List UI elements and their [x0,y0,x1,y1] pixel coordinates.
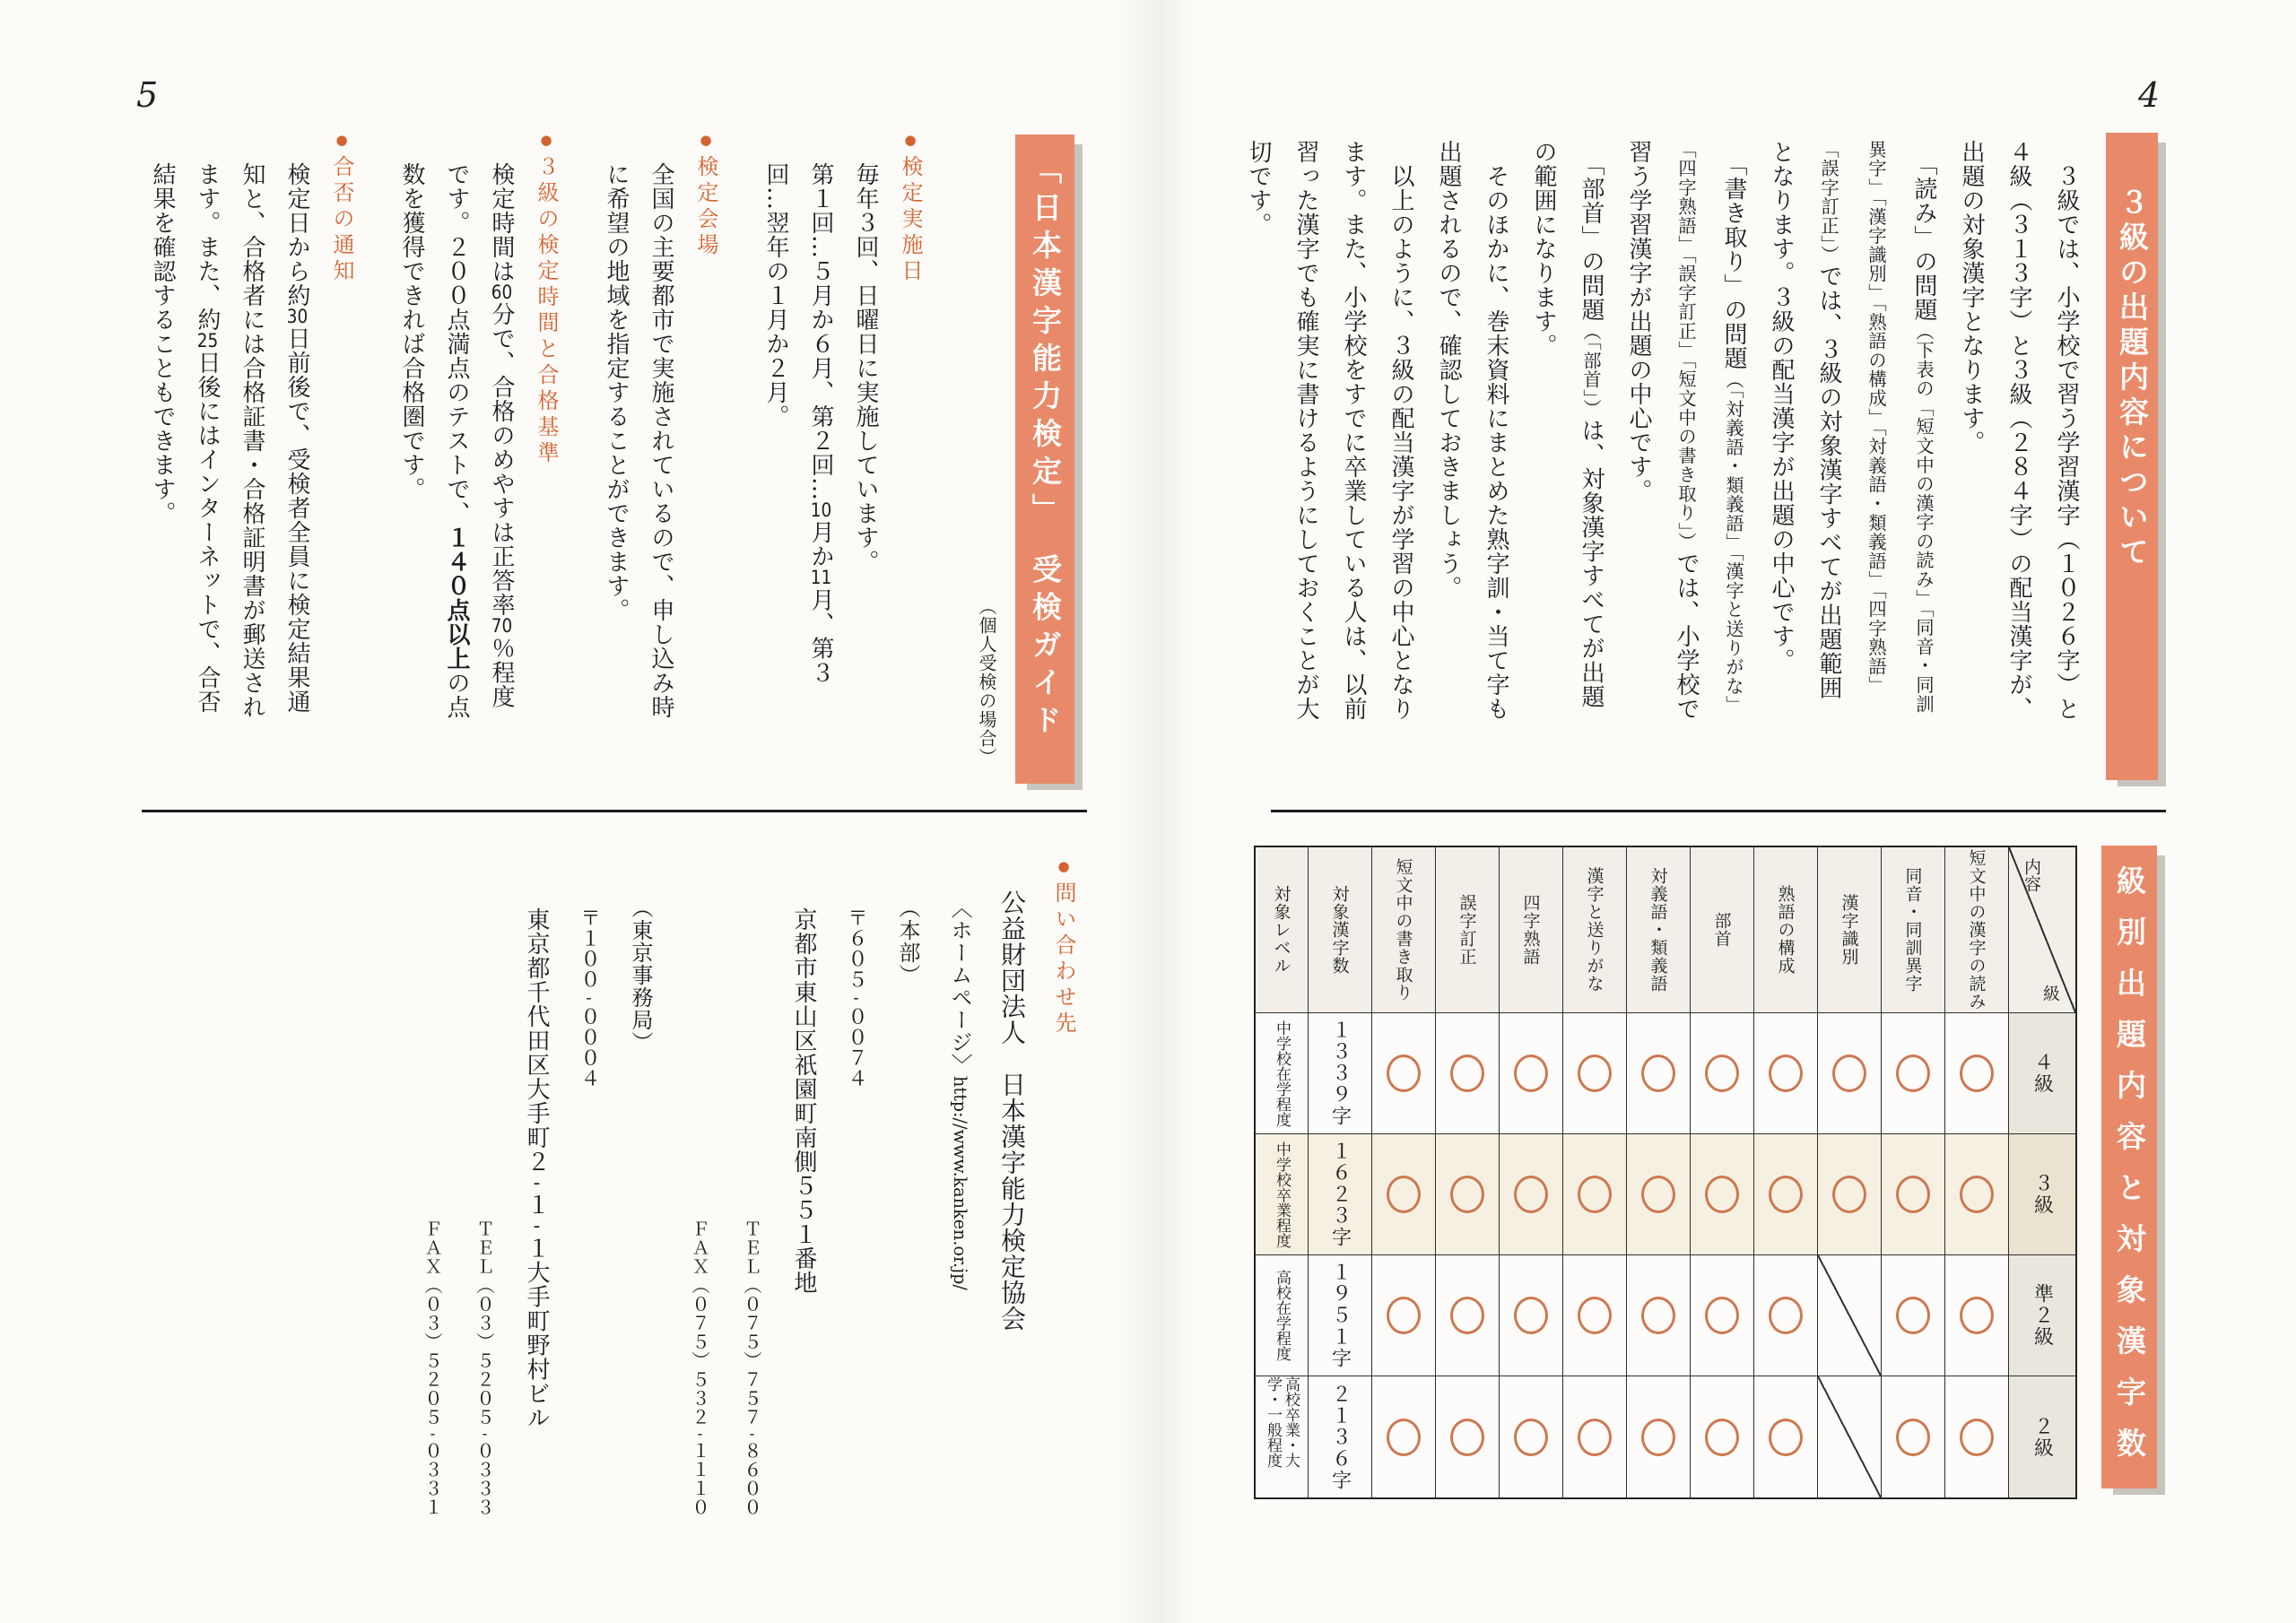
tokyo-office-postal [562,852,614,1533]
circle-mark-icon [1960,1055,1994,1092]
circle-mark-icon [1705,1176,1739,1213]
text-run: 検定時間は [488,162,515,283]
table-corner-cell [2009,847,2075,1013]
text-run: 月か [807,520,834,569]
section-body [753,132,888,724]
circle-mark-icon [1769,1419,1803,1456]
header-label: 漢字と送りがな [1584,867,1605,993]
bullet-icon: ● [334,132,350,155]
table-header-content [1563,847,1627,1013]
count-cell [1309,1376,1372,1497]
mark-cell [1563,1013,1627,1134]
tcy-number: 25 [196,332,219,352]
tcy-number: 70 [491,617,513,637]
text-run: 検定日から約 [283,162,310,308]
bullet-icon: ● [538,132,554,155]
table-header-count [1309,847,1372,1013]
mark-cell [1754,1134,1818,1255]
text-run: 分で、合格のめやすは正答率 [488,302,515,618]
table-header-content [1754,847,1818,1013]
text-run: （本部） [895,897,920,986]
circle-mark-icon [1705,1297,1739,1334]
section-body [389,132,524,724]
circle-mark-icon [1387,1419,1421,1456]
circle-mark-icon [1705,1055,1739,1092]
text-run: １大手町野村ビル [523,1236,550,1430]
header-label: 熟語の構成 [1775,885,1796,975]
paragraph [843,162,888,724]
section-heading-label: 検定実施日 [898,155,923,285]
text-run: ＴＥＬ（０３）５２０５ [474,1219,495,1427]
table-header-content [1882,847,1945,1013]
header-label: 漢字識別 [1839,894,1859,966]
grade-label: 準２級 [2031,1283,2054,1348]
page5-divider [142,810,1087,812]
corner-label-content: 内容 [2022,858,2041,892]
paragraph [1424,140,1519,723]
circle-mark-icon [1450,1297,1484,1334]
header-label: 部首 [1711,912,1732,948]
url-text: http://www.kanken.or.jp/ [950,1076,970,1290]
mark-cell [1500,1376,1563,1497]
tcy-number: 30 [286,308,309,327]
bullet-icon: ● [902,132,918,155]
head-office-address [778,852,830,1533]
header-label: 対義語・類義語 [1648,867,1668,993]
mark-cell [1563,1255,1627,1376]
header-label: 対象レベル [1271,885,1292,975]
level-cell [1256,1255,1309,1376]
count-label: １６２３字 [1328,1141,1352,1248]
text-run: ＴＥＬ（０７５）７５７ [741,1219,762,1427]
circle-mark-icon [1832,1176,1866,1213]
page-gutter-shading [1119,0,1195,1623]
table-header-content [1372,847,1436,1013]
head-office-label [882,852,934,1533]
mark-cell [1372,1376,1436,1497]
text-run: 以上のように、３級の配当漢字が学習の中心となります。また、小学校をすでに卒業している人は、以前習った漢字でも確実に書けるようにしておくことが大切です。 [1245,140,1414,721]
level-cell [1256,1013,1309,1134]
section-time-and-passing [389,132,569,724]
section-heading [888,132,933,724]
page-number-4: 4 [2138,75,2161,115]
mark-cell [1882,1376,1945,1497]
text-run: ８６００ [741,1441,762,1517]
section-heading-label: 検定会場 [693,155,718,259]
circle-mark-icon [1514,1176,1548,1213]
circle-mark-icon [1641,1055,1675,1092]
circle-mark-icon [1450,1055,1484,1092]
paragraph [140,162,319,724]
text-run: では、小学校で習う学習漢字が出題の中心です。 [1625,140,1700,722]
mark-cell [1563,1376,1627,1497]
section-exam-venues [594,132,728,724]
tcy-number: - [697,1427,703,1442]
section-heading-label: 合否の通知 [329,155,354,285]
contact-block [413,852,1090,1533]
page4-table-banner: 級別出題内容と対象漢字数 [2101,846,2157,1488]
mark-cell [1945,1013,2009,1134]
text-run: 毎年３回、日曜日に実施しています。 [852,162,879,574]
mark-cell [1372,1013,1436,1134]
grade-label: ３級 [2031,1173,2054,1216]
tcy-number: - [533,1217,541,1237]
text-run: は、対象漢字すべてが出題の範囲になります。 [1530,140,1605,709]
circle-mark-icon [1896,1176,1930,1213]
circle-mark-icon [1960,1297,1994,1334]
corner-label-grade: 級 [2040,985,2060,1002]
tokyo-office-address [510,852,562,1533]
mark-cell [1500,1134,1563,1255]
count-cell [1309,1013,1372,1134]
text-run: ３級では、小学校で習う学習漢字（１０２６字）と４級（３１３字）と３級（２８４字）の配当漢字が、出題の対象漢字となります。 [1958,140,2080,721]
table-header-content [1818,847,1882,1013]
table-header-content [1691,847,1754,1013]
text-run: 「読み」の問題 [1910,140,1937,322]
mark-cell [1436,1376,1500,1497]
table-header-content [1500,847,1563,1013]
text-run: 全国の主要都市で実施されているので、申し込み時に希望の地域を指定することができます。 [603,162,674,719]
tcy-number: 11 [810,568,832,588]
head-office-fax [674,852,726,1533]
homepage-url [934,852,986,1533]
paragraph [389,162,524,724]
section-body [594,132,683,724]
mark-slash-cell [1818,1255,1882,1376]
section-heading [319,132,364,724]
circle-mark-icon [1705,1419,1739,1456]
level-label: 中学校在学程度 [1273,1020,1291,1127]
page-number-5: 5 [136,75,159,115]
header-label: 対象漢字数 [1329,885,1350,975]
mark-cell [1627,1255,1691,1376]
text-run: １４０点以上 [443,525,470,671]
contact-heading [1038,852,1090,1533]
paragraph [1519,140,1614,723]
page5-guide-banner-subtitle: （個人受検の場合） [976,597,997,767]
circle-mark-icon [1641,1419,1675,1456]
text-run: （東京事務局） [628,897,653,1054]
mark-cell [1754,1013,1818,1134]
text-run: 京都市東山区祇園町南側５５１番地 [790,907,817,1295]
tokyo-office-label [614,852,666,1533]
head-office-postal [830,852,882,1533]
contact-heading-label: 問い合わせ先 [1051,881,1076,1037]
circle-mark-icon [1769,1055,1803,1092]
tokyo-office-fax [406,852,458,1533]
text-run: 日後にはインターネットで、合否結果を確認することもできます。 [149,162,221,715]
circle-mark-icon [1832,1055,1866,1092]
page5-guide-sections [108,132,933,724]
tcy-number: - [586,990,592,1007]
count-cell [1309,1134,1372,1255]
page4-divider [1271,810,2166,812]
circle-mark-icon [1641,1297,1675,1334]
level-label: 中学校卒業程度 [1273,1141,1291,1248]
text-run: 「部首」の問題 [1578,140,1605,322]
mark-cell [1818,1013,1882,1134]
mark-cell [1691,1255,1754,1376]
mark-cell [1436,1134,1500,1255]
text-run: ０３３３ [474,1441,495,1517]
mark-cell [1882,1013,1945,1134]
tcy-number: 10 [810,501,832,521]
mark-cell [1882,1255,1945,1376]
mark-cell [1945,1255,2009,1376]
paragraph [1614,140,1757,723]
mark-cell [1436,1255,1500,1376]
grade-cell [2009,1376,2075,1497]
circle-mark-icon [1769,1176,1803,1213]
circle-mark-icon [1450,1176,1484,1213]
paragraph [1947,140,2090,723]
table-header-content [1945,847,2009,1013]
table-header-content [1627,847,1691,1013]
circle-mark-icon [1387,1055,1421,1092]
section-body [140,132,319,724]
count-cell [1309,1255,1372,1376]
circle-mark-icon [1578,1055,1612,1092]
grade-label: ２級 [2031,1415,2054,1459]
circle-mark-icon [1641,1176,1675,1213]
text-run: ％程度です。２００点満点のテストで、 [443,162,515,709]
text-run: （下表の「短文中の漢字の読み」「同音・同訓異字」「漢字識別」「熟語の構成」「対義語・類義語」「四字熟語」「誤字訂正」） [1818,140,1935,714]
mark-cell [1945,1376,2009,1497]
mark-cell [1882,1134,1945,1255]
tcy-number: - [482,1427,488,1442]
circle-mark-icon [1387,1176,1421,1213]
text-run: ＦＡＸ（０７５）５３２ [689,1219,710,1427]
text-run: ００７４ [845,1006,867,1089]
mark-cell [1691,1376,1754,1497]
level-content-table [1254,846,2077,1499]
text-run: では、３級の対象漢字すべてが出題範囲となります。３級の配当漢字が出題の中心です。 [1768,140,1842,700]
tcy-number: - [749,1427,755,1442]
tokyo-office-tel [458,852,510,1533]
count-label: １９５１字 [1328,1262,1352,1369]
mark-cell [1691,1013,1754,1134]
text-run: 〈ホームページ〉 [947,897,972,1076]
header-label: 誤字訂正 [1457,894,1477,966]
mark-cell [1500,1013,1563,1134]
text-run: （「対義語・類義語」「漢字と送りがな」「四字熟語」「誤字訂正」「短文中の書き取り」） [1675,140,1744,716]
text-run: （「部首」） [1580,322,1602,419]
text-run: １１１０ [689,1441,710,1517]
text-run: の点数を獲得できれば合格圏です。 [398,162,470,719]
text-run: そのほかに、巻末資料にまとめた熟字訓・当て字も出題されるので、確認しておきましょう。 [1435,140,1509,721]
mark-cell [1627,1013,1691,1134]
mark-cell [1563,1134,1627,1255]
section-exam-dates [753,132,933,724]
mark-cell [1754,1255,1818,1376]
text-run: 東京都千代田区大手町２ [523,907,550,1174]
text-run: 〒６０５ [845,907,867,990]
tcy-number: - [533,1174,541,1193]
section-heading [683,132,728,724]
circle-mark-icon [1514,1297,1548,1334]
text-run: 月、第３回…翌年の１月か２月。 [762,162,834,685]
bullet-icon: ● [1056,858,1072,881]
grade-cell [2009,1255,2075,1376]
contact-lines [406,852,1038,1533]
circle-mark-icon [1387,1297,1421,1334]
grade-cell [2009,1013,2075,1134]
circle-mark-icon [1896,1297,1930,1334]
circle-mark-icon [1960,1176,1994,1213]
level-label: 高校卒業・大学・一般程度 [1264,1376,1300,1468]
count-label: １３３９字 [1328,1020,1352,1127]
header-label: 短文中の漢字の読み [1966,849,1987,1011]
mark-cell [1372,1134,1436,1255]
tcy-number: - [853,990,859,1007]
section-heading [524,132,569,724]
mark-cell [1436,1013,1500,1134]
text-run: 日前後で、受検者全員に検定結果通知と、合格者には合格証書・合格証明書が郵送されます。また、約 [194,162,310,719]
header-label: 四字熟語 [1520,894,1541,966]
level-label: 高校在学程度 [1273,1270,1291,1361]
circle-mark-icon [1578,1297,1612,1334]
table-header-content [1436,847,1500,1013]
circle-mark-icon [1450,1419,1484,1456]
page4-section-banner: ３級の出題内容について [2106,133,2158,780]
head-office-tel [726,852,778,1533]
paragraph [753,162,843,724]
level-cell [1256,1134,1309,1255]
circle-mark-icon [1769,1297,1803,1334]
text-run: 公益財団法人 日本漢字能力検定協会 [997,890,1027,1332]
mark-cell [1754,1376,1818,1497]
text-run: ０３３１ [422,1441,443,1517]
text-run: ０００４ [578,1006,600,1089]
text-run: ＦＡＸ（０３）５２０５ [422,1219,443,1427]
grade-label: ４級 [2031,1052,2054,1095]
section-heading-label: ３級の検定時間と合格基準 [534,155,559,467]
circle-mark-icon [1514,1055,1548,1092]
text-run: 「書き取り」の問題 [1720,140,1747,370]
header-label: 同音・同訓異字 [1902,867,1923,993]
mark-cell [1691,1134,1754,1255]
circle-mark-icon [1960,1419,1994,1456]
mark-slash-cell [1818,1376,1882,1497]
section-result-notification [140,132,364,724]
bullet-icon: ● [698,132,714,155]
mark-cell [1945,1134,2009,1255]
grade-cell [2009,1134,2075,1255]
count-label: ２１３６字 [1328,1383,1352,1491]
tcy-number: 60 [491,283,513,303]
mark-cell [1627,1376,1691,1497]
mark-cell [1372,1255,1436,1376]
level-cell [1256,1376,1309,1497]
page4-body-text [1234,140,2090,723]
circle-mark-icon [1896,1419,1930,1456]
mark-cell [1818,1134,1882,1255]
organization-name [986,852,1038,1533]
paragraph [594,162,683,724]
text-run: 〒１００ [578,907,600,990]
paragraph [1757,140,1947,723]
mark-cell [1627,1134,1691,1255]
circle-mark-icon [1514,1419,1548,1456]
mark-cell [1500,1255,1563,1376]
page5-guide-banner: 「日本漢字能力検定」 受検ガイド [1015,135,1074,784]
circle-mark-icon [1896,1055,1930,1092]
table-header-level [1256,847,1309,1013]
circle-mark-icon [1578,1419,1612,1456]
tcy-number: - [430,1427,436,1442]
text-run: 第１回…５月か６月、第２回… [807,162,834,501]
text-run: １ [523,1193,550,1218]
header-label: 短文中の書き取り [1393,858,1413,1002]
paragraph [1234,140,1424,723]
circle-mark-icon [1578,1176,1612,1213]
